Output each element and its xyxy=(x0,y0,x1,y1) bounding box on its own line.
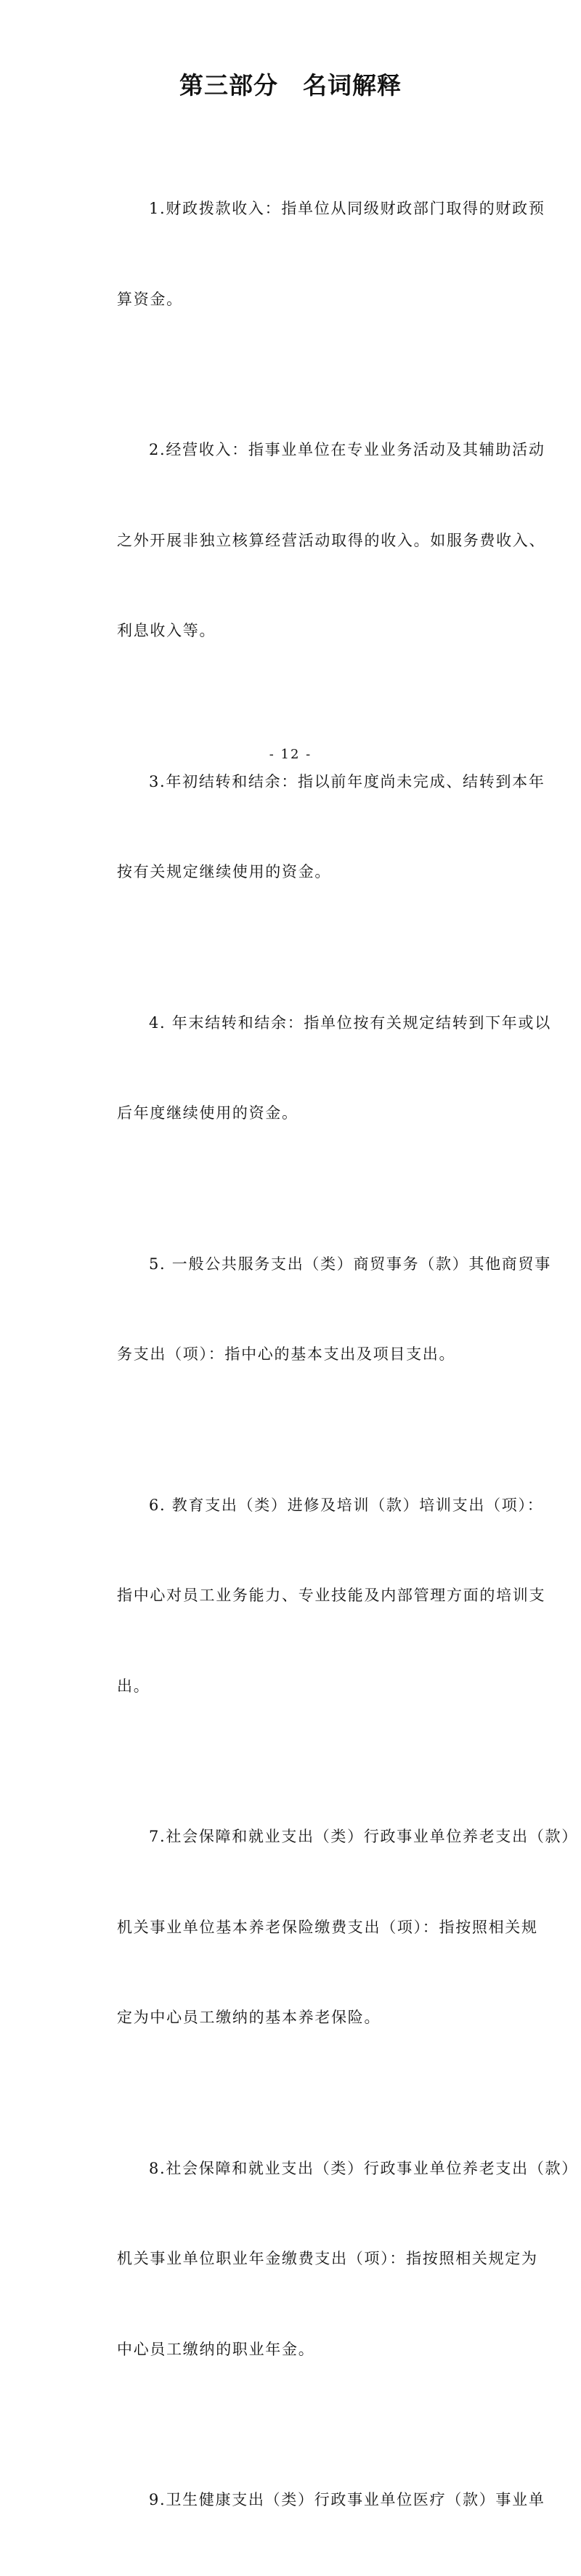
text-line: 出。 xyxy=(117,1677,150,1695)
text-line: 利息收入等。 xyxy=(117,622,216,639)
text-line: 5. 一般公共服务支出（类）商贸事务（款）其他商贸事 xyxy=(149,1255,551,1273)
glossary-item-6 xyxy=(85,1430,546,1762)
glossary-item-8 xyxy=(85,2094,578,2426)
text-line: 算资金。 xyxy=(117,290,183,308)
glossary-item-4 xyxy=(85,948,551,1189)
glossary-content xyxy=(85,134,578,2576)
glossary-item-7 xyxy=(85,1762,578,2094)
page-number: - 12 - xyxy=(269,747,312,762)
text-line: 务支出（项）：指中心的基本支出及项目支出。 xyxy=(117,1345,456,1363)
text-line: 2.经营收入：指事业单位在专业业务活动及其辅助活动 xyxy=(149,441,545,458)
text-line: 8.社会保障和就业支出（类）行政事业单位养老支出（款） xyxy=(149,2159,578,2177)
text-line: 之外开展非独立核算经营活动取得的收入。如服务费收入、 xyxy=(117,531,546,549)
text-line: 按有关规定继续使用的资金。 xyxy=(117,863,332,880)
text-line: 机关事业单位基本养老保险缴费支出（项）：指按照相关规 xyxy=(117,1918,538,1936)
glossary-item-3 xyxy=(85,707,545,948)
text-line: 中心员工缴纳的职业年金。 xyxy=(117,2340,315,2358)
text-line: 1.财政拨款收入：指单位从同级财政部门取得的财政预 xyxy=(149,200,545,217)
text-line: 4. 年末结转和结余：指单位按有关规定结转到下年或以 xyxy=(149,1013,551,1032)
text-line: 定为中心员工缴纳的基本养老保险。 xyxy=(117,2009,381,2026)
glossary-item-9 xyxy=(85,2425,545,2576)
glossary-item-5 xyxy=(85,1189,551,1430)
text-line: 机关事业单位职业年金缴费支出（项）：指按照相关规定为 xyxy=(117,2250,538,2267)
glossary-item-2 xyxy=(85,375,546,707)
page-title: 第三部分 名词解释 xyxy=(179,71,402,100)
text-line: 指中心对员工业务能力、专业技能及内部管理方面的培训支 xyxy=(117,1587,546,1604)
text-line: 9.卫生健康支出（类）行政事业单位医疗（款）事业单 xyxy=(149,2491,545,2508)
text-line: 6. 教育支出（类）进修及培训（款）培训支出（项）： xyxy=(149,1496,544,1514)
glossary-item-1 xyxy=(85,134,545,375)
text-line: 后年度继续使用的资金。 xyxy=(117,1104,298,1122)
text-line: 3.年初结转和结余：指以前年度尚未完成、结转到本年 xyxy=(149,772,545,790)
text-line: 7.社会保障和就业支出（类）行政事业单位养老支出（款） xyxy=(149,1828,578,1845)
